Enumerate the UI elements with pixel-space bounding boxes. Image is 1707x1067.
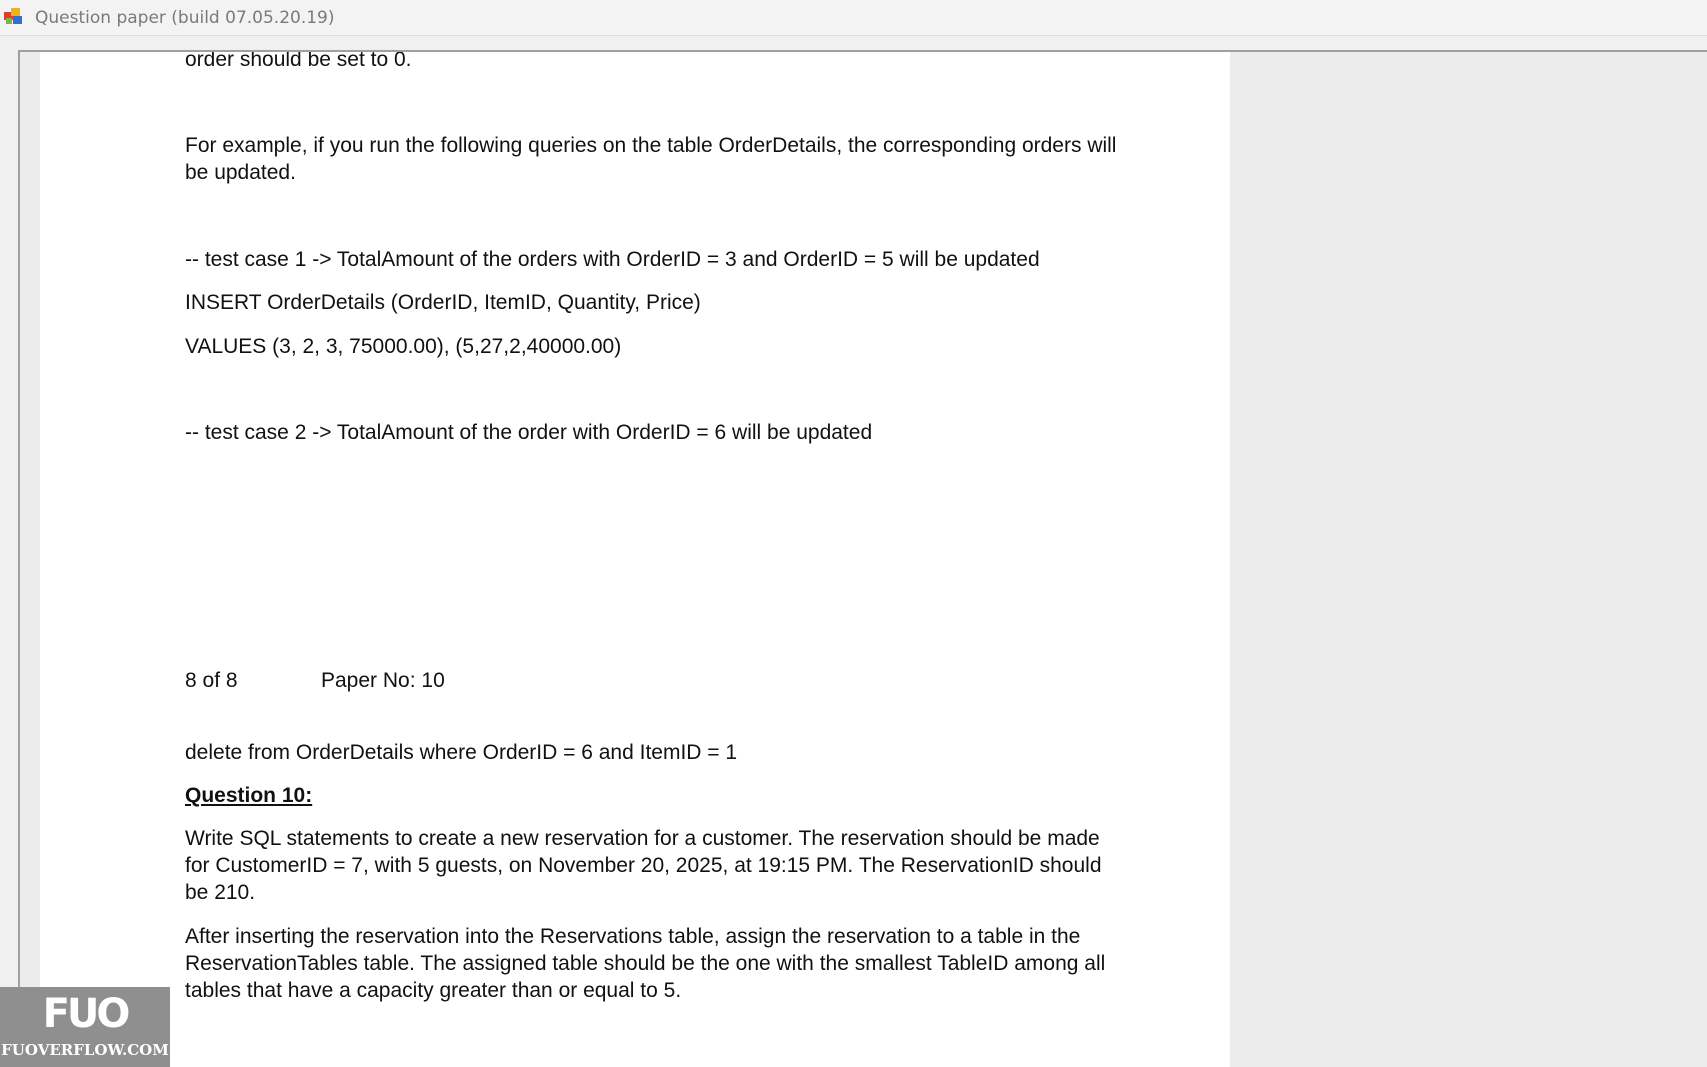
test-case-1-comment: -- test case 1 -> TotalAmount of the orders with OrderID = 3 and OrderID = 5 will be updated	[185, 248, 1040, 271]
window-title: Question paper (build 07.05.20.19)	[35, 8, 335, 28]
example-paragraph: For example, if you run the following queries on the table OrderDetails, the corresponding orders will be updated.	[185, 134, 1117, 184]
cut-off-line: order should be set to 0.	[185, 50, 412, 71]
question-heading: Question 10:	[185, 784, 313, 807]
title-bar	[0, 0, 1707, 36]
app-icon	[4, 8, 24, 26]
values-statement: VALUES (3, 2, 3, 75000.00), (5,27,2,40000.00)	[185, 335, 622, 358]
watermark-site-text: FUOVERFLOW.COM	[1, 1041, 169, 1059]
question-paragraph-2: After inserting the reservation into the Reservations table, assign the reservation to a table in the ReservationTables table. The assigned table should be the one with the smallest TableID among all tables that have a capacity greater than or equal to 5.	[185, 925, 1106, 1002]
viewer-frame	[18, 50, 1707, 1067]
paper-number: Paper No: 10	[321, 669, 445, 692]
page-number: 8 of 8	[185, 669, 238, 692]
delete-statement: delete from OrderDetails where OrderID = 6 and ItemID = 1	[185, 741, 738, 764]
document-viewer[interactable]	[0, 36, 1707, 1067]
test-case-2-comment: -- test case 2 -> TotalAmount of the order with OrderID = 6 will be updated	[185, 421, 873, 444]
watermark-logo	[0, 987, 170, 1067]
insert-statement: INSERT OrderDetails (OrderID, ItemID, Quantity, Price)	[185, 291, 701, 314]
question-paragraph-1: Write SQL statements to create a new reservation for a customer. The reservation should be made for CustomerID = 7, with 5 guests, on November 20, 2025, at 19:15 PM. The ReservationID should be 210.	[185, 827, 1102, 904]
document-page	[40, 52, 1230, 1067]
watermark-logo-text: FUO	[42, 991, 128, 1037]
